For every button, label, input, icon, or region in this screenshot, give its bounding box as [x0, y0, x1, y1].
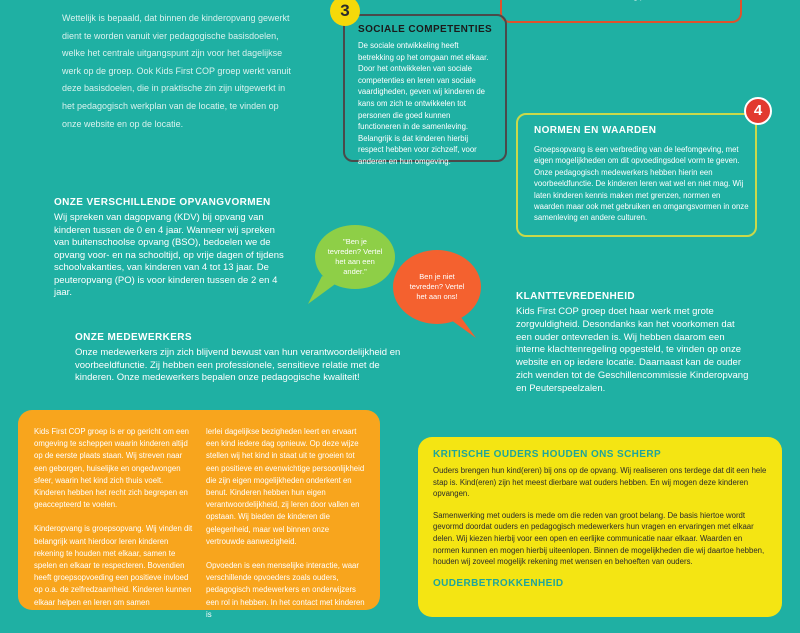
opvangvormen-section — [54, 197, 286, 300]
top-right-fragment-text — [522, 0, 670, 1]
klanttevredenheid-text: Kids First COP groep doet haar werk met grote zorgvuldigheid. Desondanks kan het voorkomen dat een ouder ontevreden is. Wij hebben daarom een interne klachtenregeling opgesteld, te vinden op onze website en op iedere locatie. Daarnaast kan de ouder zich wenden tot de Geschillencommissie Kinderopvang en Peuterspeelzalen. — [516, 306, 749, 394]
orange-bubble-text: Ben je niet tevreden? Vertel het aan ons! — [409, 272, 465, 301]
klanttevredenheid-section — [516, 291, 752, 396]
normen-waarden-box — [516, 113, 757, 237]
intro-paragraph: Wettelijk is bepaald, dat binnen de kinderopvang gewerkt dient te worden vanuit vier pedagogische basisdoelen, welke het centrale uitgangspunt zijn voor het dagelijkse werk op de groep. Ook Kids First COP groep werkt vanuit deze basisdoelen, die in praktische zin zijn uitgewerkt in het pedagogisch werkplan van de locatie, te vinden op onze website en op de locatie. — [62, 13, 291, 129]
orange-right-paragraph-2: Opvoeden is een menselijke interactie, waar verschillende opvoeders zoals ouders, pedagogisch medewerkers en onderwijzers een rol in hebben. In het contact met kinderen is — [206, 561, 365, 619]
yellow-info-box — [418, 437, 782, 617]
ouderbetrokkenheid-title: OUDERBETROKKENHEID — [433, 577, 564, 589]
sociale-competenties-text: De sociale ontwikkeling heeft betrekking op het omgaan met elkaar. Door het ontwikkelen van sociale competenties en leren van sociale vaardigheden, geven wij kinderen de kans om zich te ontwikkelen tot personen die goed kunnen functioneren in de samenleving. Belangrijk is dat kinderen hierbij respect hebben voor zichzelf, voor anderen en hun omgeving. — [358, 41, 489, 166]
sociale-competenties-box — [343, 14, 507, 166]
orange-column-right — [206, 426, 368, 633]
number-badge-3: 3 — [330, 0, 360, 26]
kritische-ouders-title: KRITISCHE OUDERS HOUDEN ONS SCHERP — [433, 449, 662, 460]
kritische-ouders-paragraph-2: Samenwerking met ouders is mede om die reden van groot belang. De basis hiertoe wordt gevormd doordat ouders en pedagogisch medewerkers hun vragen en ervaringen met elkaar delen. Wij kiezen hierbij voor een open en eerlijke communicatie naar elkaar. Waarden en normen kunnen en mogen hierbij uiteenlopen. Binnen de mogelijkheden die wij daartoe hebben, houden wij zoveel mogelijk rekening met wensen en behoeften van ouders. — [433, 510, 765, 567]
medewerkers-title: ONZE MEDEWERKERS — [75, 332, 192, 343]
orange-left-paragraph-2: Kinderopvang is groepsopvang. Wij vinden dit belangrijk want hierdoor leren kinderen rekening te houden met elkaar, samen te spelen en elkaar te respecteren. Bovendien heeft groepsopvoeding een positieve invloed op o.a. de zelfredzaamheid. Kinderen kunnen elkaar helpen en leren om samen — [34, 524, 193, 607]
orange-left-paragraph-1: Kids First COP groep is er op gericht om een omgeving te scheppen waarin kinderen altijd op de eerste plaats staan. Wij streven naar een geborgen, huiselijke en ongedwongen sfeer, waarin het kind zich thuis voelt. Kinderen hebben het recht zich begrepen en geaccepteerd te voelen. — [34, 427, 189, 510]
sociale-competenties-title: SOCIALE COMPETENTIES — [358, 24, 493, 35]
opvangvormen-title: ONZE VERSCHILLENDE OPVANGVORMEN — [54, 197, 271, 208]
kritische-ouders-paragraph-1: Ouders brengen hun kind(eren) bij ons op de opvang. Wij realiseren ons terdege dat dit een hele stap is. Kind(eren) zijn het meest dierbare wat ouders hebben. En wij mogen deze kinderen opvangen. — [433, 466, 767, 499]
orange-speech-bubble — [393, 250, 481, 324]
opvangvormen-text: Wij spreken van dagopvang (KDV) bij opvang van kinderen tussen de 0 en 4 jaar. Wanneer wij spreken van buitenschoolse opvang (BSO), bedoelen we de opvang voor- en na schooltijd, op vrije dagen of tijdens schoolvakanties, van kinderen van 4 tot 13 jaar. De peuteropvang (PO) is voor kinderen tussen de 2 en 4 jaar. — [54, 212, 284, 298]
green-speech-bubble — [315, 225, 395, 289]
green-bubble-text: "Ben je tevreden? Vertel het aan een ander." — [327, 237, 383, 276]
normen-waarden-title: NORMEN EN WAARDEN — [534, 125, 657, 136]
medewerkers-text: Onze medewerkers zijn zich blijvend bewust van hun verantwoordelijkheid en voorbeeldfunctie. Zij hebben een professionele, sensitieve relatie met de kinderen. Onze medewerkers bepalen onze pedagogische kwaliteit! — [75, 347, 401, 383]
klanttevredenheid-title: KLANTTEVREDENHEID — [516, 291, 636, 302]
orange-info-box — [18, 410, 380, 619]
number-badge-4: 4 — [744, 97, 772, 125]
orange-right-paragraph-1: lerlei dagelijkse bezigheden leert en ervaart een kind iedere dag opnieuw. Op deze wijze stellen wij het kind in staat uit te groeien tot een positieve en evenwichtige persoonlijkheid die zijn eigen mogelijkheden onderkent en benut. Kinderen hebben hun eigen verantwoordelijkheid, zij leren door vallen en opstaan. Wij bieden de kinderen die gelegenheid, maar wel binnen onze vertrouwde aanwezigheid. — [206, 427, 365, 546]
orange-column-left — [34, 426, 196, 621]
normen-waarden-text: Groepsopvang is een verbreding van de leefomgeving, met eigen mogelijkheden om dit opvoedingsdoel vorm te geven. Onze pedagogisch medewerkers hebben hierin een voorbeeldfunctie. De kinderen leren wat wel en niet mag. Wij laten kinderen kennis maken met grenzen, normen en waarden maar ook met gebruiken en omgangsvormen in onze samenleving en andere culturen. — [534, 145, 749, 223]
medewerkers-section — [75, 332, 420, 385]
top-right-frame — [500, 0, 742, 23]
